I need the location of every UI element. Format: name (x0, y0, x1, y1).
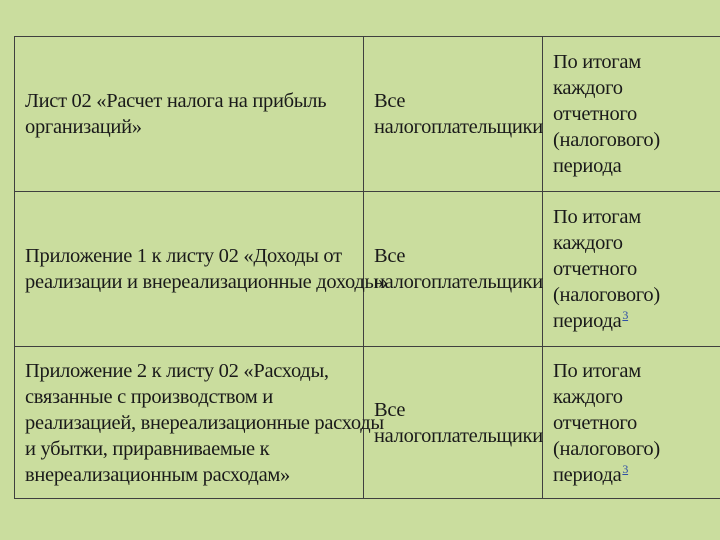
period-line: каждого (553, 232, 623, 254)
document-line: организаций» (25, 116, 142, 138)
footnote-link[interactable]: 3 (622, 308, 629, 323)
document-line: и убытки, приравниваемые к (25, 437, 270, 460)
period-line: (налогового) (553, 284, 660, 306)
taxpayer-line: налогоплательщики (374, 424, 543, 447)
table-row (15, 37, 720, 192)
period-line: отчетного (553, 258, 637, 280)
document-cell (15, 37, 364, 192)
period-word: периода (553, 463, 622, 486)
taxpayer-cell (364, 192, 543, 347)
reporting-table (14, 36, 720, 499)
period-cell (543, 192, 720, 347)
period-line: (налогового) (553, 437, 660, 460)
taxpayer-cell (364, 347, 543, 499)
document-line: связанные с производством и (25, 385, 273, 408)
period-line (553, 308, 718, 334)
taxpayer-line: налогоплательщики (374, 271, 543, 293)
document-cell (15, 347, 384, 499)
document-line: Приложение 2 к листу 02 «Расходы, (25, 359, 329, 382)
taxpayer-line: Все (374, 398, 406, 421)
period-line: каждого (553, 77, 623, 99)
taxpayer-line: Все (374, 90, 406, 112)
document-line: Приложение 1 к листу 02 «Доходы от (25, 245, 342, 267)
document-line: реализации и внереализационные доходы» (25, 271, 388, 293)
period-line: По итогам (553, 51, 641, 73)
period-line: периода (553, 155, 622, 177)
taxpayer-line: налогоплательщики (374, 116, 543, 138)
period-cell (543, 347, 720, 499)
period-word: периода (553, 310, 622, 332)
document-cell (15, 192, 388, 347)
period-line: отчетного (553, 103, 637, 125)
taxpayer-line: Все (374, 245, 406, 267)
period-line: отчетного (553, 411, 637, 434)
table-row (15, 192, 720, 347)
period-line: По итогам (553, 206, 641, 228)
footnote-link[interactable]: 3 (622, 461, 629, 476)
taxpayer-cell (364, 37, 543, 192)
document-line: Лист 02 «Расчет налога на прибыль (25, 90, 327, 112)
period-line: (налогового) (553, 129, 660, 151)
period-line: каждого (553, 385, 623, 408)
table-row (15, 347, 720, 499)
period-line (553, 462, 718, 488)
document-line: внереализационным расходам» (25, 463, 290, 486)
period-cell (543, 37, 720, 192)
period-line: По итогам (553, 359, 641, 382)
document-line: реализацией, внереализационные расходы (25, 411, 384, 434)
